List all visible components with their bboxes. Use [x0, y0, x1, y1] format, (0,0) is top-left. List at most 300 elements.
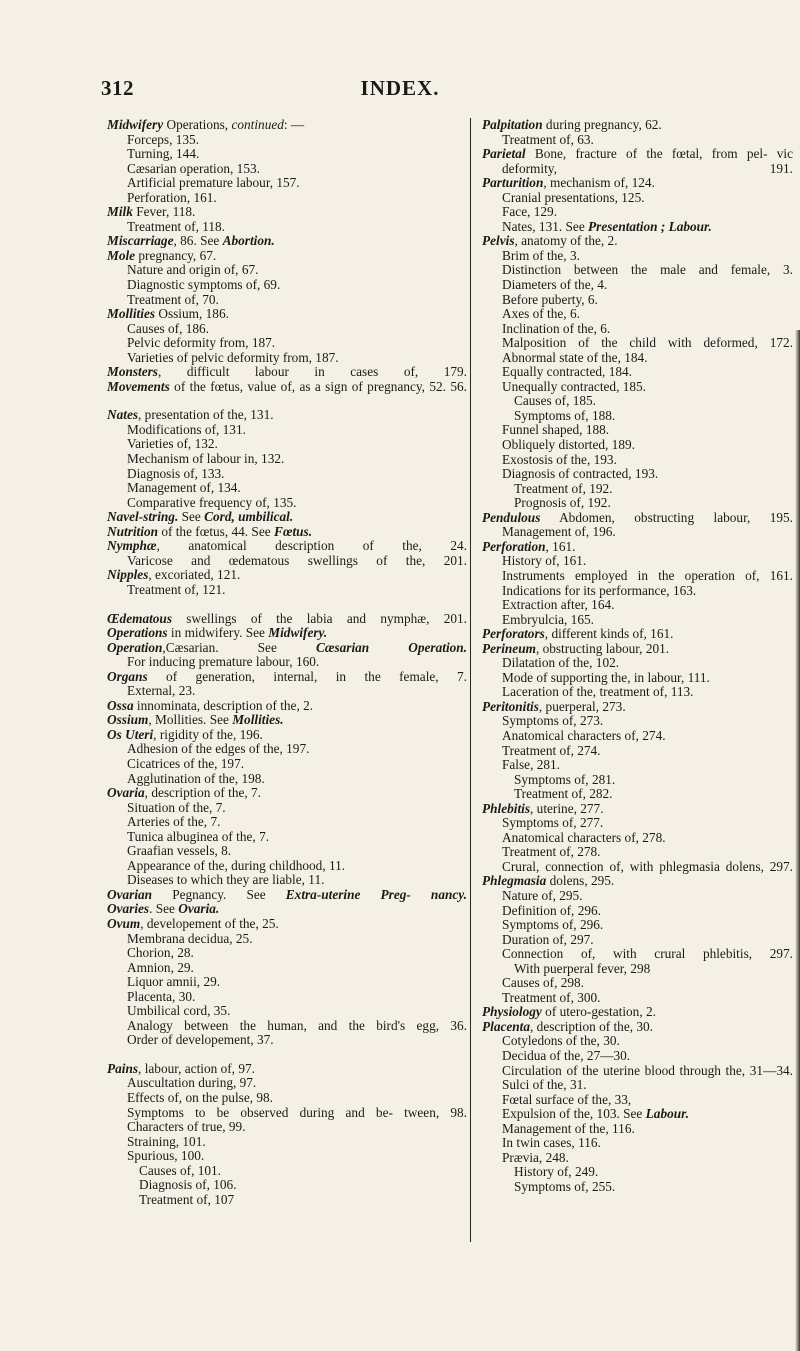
index-text: Management of the, 116. [502, 1120, 635, 1136]
index-text: Funnel shaped, 188. [502, 422, 610, 438]
index-entry [107, 902, 467, 917]
cross-reference: Presentation ; Labour. [588, 218, 712, 234]
index-subentry [107, 1004, 467, 1019]
index-text: of the fœtus, value of, as a sign of pregnancy, 52. 56. [169, 378, 467, 394]
index-subentry [482, 1064, 793, 1079]
index-headword: Parietal [482, 146, 526, 162]
index-text: Fever, 118. [132, 204, 196, 220]
index-text: Effects of, on the pulse, 98. [127, 1090, 273, 1105]
page-edge-shadow [795, 330, 800, 1351]
index-subentry [482, 671, 793, 686]
index-subentry [107, 1193, 467, 1208]
index-subentry [107, 1178, 467, 1193]
index-text: Treatment of, 278. [502, 844, 601, 860]
index-text: Chorion, 28. [127, 945, 194, 961]
index-text: Causes of, 186. [127, 320, 209, 336]
index-text: Bone, fracture of the fœtal, from pel- vic deformity, 191. [502, 146, 793, 176]
index-heading-line [107, 713, 467, 728]
index-headword: Nipples [107, 567, 149, 583]
index-entry [107, 408, 467, 510]
cross-reference: Cæsarian Operation. [315, 639, 468, 655]
index-text: Brim of the, 3. [502, 247, 580, 263]
index-text: Auscultation during, 97. [127, 1075, 257, 1091]
index-subentry [482, 293, 793, 308]
index-text: Placenta, 30. [127, 988, 196, 1004]
index-emphasis: continued [231, 117, 284, 132]
index-headword: Ovaries [107, 901, 150, 917]
index-text: Ossium, 186. [155, 306, 229, 322]
index-subentry [107, 1135, 467, 1150]
index-heading-line [482, 642, 793, 657]
index-text: Management of, 134. [127, 480, 241, 496]
index-text: Laceration of the, treatment of, 113. [502, 684, 694, 700]
index-text: Diagnostic symptoms of, 69. [127, 277, 281, 293]
index-text: innominata, description of the, 2. [133, 697, 314, 713]
index-subentry [107, 757, 467, 772]
index-subentry [107, 437, 467, 452]
index-text: , anatomy of the, 2. [514, 233, 618, 249]
index-subentry [482, 787, 793, 802]
index-headword: Phlegmasia [482, 873, 547, 889]
index-headword: Pains [107, 1060, 139, 1076]
index-subentry [482, 1151, 793, 1166]
index-subentry [107, 830, 467, 845]
index-heading-line [107, 539, 467, 554]
index-subentry [482, 1122, 793, 1137]
cross-reference: Ovaria. [178, 901, 220, 917]
index-headword: Organs [107, 668, 148, 684]
cross-reference: Cord, umbilical. [204, 509, 294, 525]
index-heading-line [107, 917, 467, 932]
index-entry [107, 365, 467, 380]
index-text: Situation of the, 7. [127, 799, 226, 815]
index-text: during pregnancy, 62. [542, 117, 662, 132]
index-subentry [107, 147, 467, 162]
index-headword: Physiology [482, 1004, 542, 1020]
index-text: , anatomical description of the, 24. [156, 538, 467, 554]
index-subentry [107, 1120, 467, 1135]
index-subentry [482, 1107, 793, 1122]
index-text: Treatment of, 70. [127, 291, 219, 307]
index-heading-line [482, 147, 793, 176]
index-heading-line [107, 699, 467, 714]
index-text: External, 23. [127, 683, 196, 699]
index-headword: Monsters [107, 364, 158, 380]
index-heading-line [482, 540, 793, 555]
index-text: . See [149, 901, 179, 917]
index-text: Malposition of the child with deformed, 172. [502, 335, 793, 351]
index-subentry [482, 613, 793, 628]
index-subentry [482, 438, 793, 453]
index-text: Artificial premature labour, 157. [127, 175, 300, 191]
index-text: Diameters of the, 4. [502, 277, 608, 293]
index-entry [107, 307, 467, 365]
page-number: 312 [101, 76, 134, 100]
index-subentry [482, 1034, 793, 1049]
index-text: Symptoms of, 255. [514, 1178, 616, 1194]
index-text: See [178, 509, 205, 525]
index-subentry [107, 1106, 467, 1121]
index-headword: Nates [107, 407, 139, 423]
index-subentry [107, 932, 467, 947]
index-entry [107, 728, 467, 786]
index-subentry [482, 918, 793, 933]
index-subentry [482, 991, 793, 1006]
index-text: Decidua of the, 27—30. [502, 1048, 631, 1063]
index-text: , 86. See [173, 233, 223, 249]
index-entry [107, 234, 467, 249]
index-text: Pelvic deformity from, 187. [127, 335, 276, 351]
index-subentry [482, 394, 793, 409]
index-heading-line [107, 510, 467, 525]
index-text: of utero-gestation, 2. [541, 1004, 656, 1020]
index-subentry [107, 873, 467, 888]
index-headword: Os Uteri [107, 726, 154, 742]
index-headword: Pendulous [482, 509, 541, 525]
index-entry [482, 1005, 793, 1020]
index-text: Treatment of, 274. [502, 742, 601, 758]
index-heading-line [482, 1005, 793, 1020]
index-text: Treatment of, 282. [514, 786, 613, 802]
index-text: , different kinds of, 161. [544, 626, 674, 642]
index-entry [482, 118, 793, 147]
index-entry [482, 874, 793, 1005]
index-text: Causes of, 185. [514, 393, 596, 409]
index-text: Unequally contracted, 185. [502, 378, 646, 394]
index-text: Symptoms of, 188. [514, 407, 616, 423]
index-entry [482, 511, 793, 540]
index-subentry [482, 205, 793, 220]
index-text: Inclination of the, 6. [502, 320, 611, 336]
index-entry [107, 118, 467, 205]
index-entry [107, 917, 467, 1048]
index-subentry [107, 1033, 467, 1048]
index-subentry [482, 758, 793, 773]
index-subentry [482, 816, 793, 831]
index-subentry [482, 729, 793, 744]
index-text: ,Cæsarian. See [162, 639, 316, 655]
index-text: Distinction between the male and female, 3. [502, 262, 793, 278]
index-text: Perforation, 161. [127, 189, 217, 205]
index-subentry [107, 1164, 467, 1179]
index-text: Nature of, 295. [502, 887, 583, 903]
index-subentry [482, 714, 793, 729]
index-heading-line [482, 176, 793, 191]
index-text: Diagnosis of contracted, 193. [502, 466, 659, 482]
index-heading-line [482, 627, 793, 642]
index-text: Straining, 101. [127, 1133, 206, 1149]
index-text: Comparative frequency of, 135. [127, 494, 297, 510]
index-text: Indications for its performance, 163. [502, 582, 697, 598]
index-subentry [107, 220, 467, 235]
index-subentry [482, 249, 793, 264]
index-text: Abdomen, obstructing labour, 195. [540, 509, 793, 525]
index-heading-line [482, 700, 793, 715]
index-headword: Mollities [107, 306, 156, 322]
index-text: History of, 161. [502, 553, 587, 569]
index-text: Varicose and œdematous swellings of the, 201. [127, 552, 467, 568]
index-heading-line [107, 888, 467, 903]
index-text: Symptoms of, 273. [502, 713, 604, 729]
cross-reference: Labour. [645, 1106, 689, 1122]
index-entry [107, 888, 467, 903]
index-text: Umbilical cord, 35. [127, 1003, 231, 1019]
index-subentry [107, 946, 467, 961]
index-headword: Ovum [107, 915, 141, 931]
index-entry [482, 1020, 793, 1195]
index-text: Adhesion of the edges of the, 197. [127, 741, 310, 757]
index-text: Nates, 131. See [502, 218, 589, 234]
index-text: Symptoms of, 296. [502, 917, 604, 933]
index-text: Cotyledons of the, 30. [502, 1033, 620, 1049]
index-subentry [482, 656, 793, 671]
index-text: Instruments employed in the operation of, 161. [502, 567, 793, 583]
index-heading-line [107, 365, 467, 380]
index-subentry [107, 742, 467, 757]
index-text: pregnancy, 67. [135, 247, 217, 263]
index-headword: Movements [107, 378, 170, 394]
index-headword: Milk [107, 204, 133, 220]
index-text: Obliquely distorted, 189. [502, 437, 635, 453]
index-text: For inducing premature labour, 160. [127, 654, 320, 670]
index-heading-line [107, 525, 467, 540]
index-entry [107, 1062, 467, 1207]
index-entry [107, 525, 467, 540]
index-subentry [482, 453, 793, 468]
index-headword: Ovarian [107, 886, 153, 902]
index-text: Sulci of the, 31. [502, 1077, 587, 1093]
index-subentry [107, 990, 467, 1005]
index-headword: Pelvis [482, 233, 515, 249]
index-subentry [107, 162, 467, 177]
index-heading-line [482, 234, 793, 249]
index-text: , obstructing labour, 201. [535, 640, 670, 656]
index-headword: Phlebitis [482, 800, 531, 816]
index-headword: Nutrition [107, 523, 158, 539]
cross-reference: Abortion. [222, 233, 275, 249]
index-headword: Operation [107, 639, 163, 655]
index-entry [107, 539, 467, 568]
index-subentry [107, 975, 467, 990]
index-headword: Ossium [107, 712, 149, 728]
index-heading-line [107, 307, 467, 322]
index-text: Treatment of, 121. [127, 581, 226, 597]
index-subentry [482, 191, 793, 206]
index-heading-line [107, 249, 467, 264]
index-subentry [482, 831, 793, 846]
index-subentry [107, 815, 467, 830]
right-index-column [482, 118, 793, 1194]
index-subentry [107, 452, 467, 467]
index-heading-line [107, 118, 467, 133]
index-subentry [482, 962, 793, 977]
index-text: Diseases to which they are liable, 11. [127, 872, 325, 888]
index-headword: Mole [107, 247, 136, 263]
index-text: Treatment of, 107 [139, 1191, 235, 1207]
index-text: Varieties of pelvic deformity from, 187. [127, 349, 339, 365]
index-subentry [107, 351, 467, 366]
index-text: Anatomical characters of, 274. [502, 727, 666, 743]
index-subentry [482, 1078, 793, 1093]
index-subentry [107, 801, 467, 816]
index-subentry [482, 220, 793, 235]
index-heading-line [107, 612, 467, 627]
index-subentry [482, 933, 793, 948]
index-entry [482, 642, 793, 700]
index-text: Anatomical characters of, 278. [502, 829, 666, 845]
index-text: , mechanism of, 124. [543, 175, 655, 191]
index-text: , description of the, 30. [530, 1018, 653, 1034]
index-subentry [482, 467, 793, 482]
index-text: Definition of, 296. [502, 902, 601, 918]
index-text: Spurious, 100. [127, 1148, 205, 1164]
index-subentry [107, 496, 467, 511]
page-header [0, 76, 800, 110]
index-text: Pegnancy. See [152, 886, 286, 902]
index-text: Face, 129. [502, 204, 558, 220]
index-subentry [107, 655, 467, 670]
index-text: Treatment of, 300. [502, 989, 601, 1005]
index-text: of generation, internal, in the female, 7. [147, 668, 467, 684]
index-text: , developement of the, 25. [140, 915, 279, 931]
index-text: Cæsarian operation, 153. [127, 160, 260, 176]
index-subentry [482, 133, 793, 148]
index-text: In twin cases, 116. [502, 1135, 601, 1151]
index-entry [107, 713, 467, 728]
index-text: Mode of supporting the, in labour, 111. [502, 669, 710, 685]
index-entry [482, 147, 793, 176]
index-text: , rigidity of the, 196. [153, 726, 263, 742]
index-subentry [482, 845, 793, 860]
index-text: Appearance of the, during childhood, 11. [127, 857, 346, 873]
index-subentry [482, 904, 793, 919]
index-heading-line [482, 802, 793, 817]
index-text: Turning, 144. [127, 146, 200, 162]
index-text: Management of, 196. [502, 524, 616, 540]
index-text: dolens, 295. [546, 873, 615, 889]
index-subentry [107, 263, 467, 278]
index-heading-line [107, 1062, 467, 1077]
index-entry [107, 249, 467, 307]
index-text: Analogy between the human, and the bird's egg, 36. [127, 1017, 467, 1033]
index-heading-line [107, 728, 467, 743]
index-text: in midwifery. See [167, 625, 269, 641]
index-subentry [107, 191, 467, 206]
index-text: Membrana decidua, 25. [127, 930, 253, 946]
index-text: Equally contracted, 184. [502, 364, 632, 380]
index-subentry [482, 351, 793, 366]
index-text: Cicatrices of the, 197. [127, 755, 245, 771]
index-text: Diagnosis of, 106. [139, 1177, 237, 1193]
index-subentry [482, 685, 793, 700]
index-subentry [107, 423, 467, 438]
index-subentry [107, 1019, 467, 1034]
index-text: , puerperal, 273. [538, 698, 626, 714]
index-text: Expulsion of the, 103. See [502, 1106, 646, 1122]
index-subentry [482, 482, 793, 497]
index-subentry [482, 744, 793, 759]
index-subentry [107, 1091, 467, 1106]
index-headword: Peritonitis [482, 698, 539, 714]
index-subentry [482, 773, 793, 788]
index-heading-line [107, 408, 467, 423]
index-subentry [482, 1136, 793, 1151]
index-text: Dilatation of the, 102. [502, 655, 620, 671]
index-text: Axes of the, 6. [502, 306, 580, 322]
index-entry [482, 802, 793, 875]
index-text: Modifications of, 131. [127, 421, 246, 437]
index-text: With puerperal fever, 298 [514, 960, 651, 976]
index-heading-line [482, 511, 793, 526]
index-subentry [482, 365, 793, 380]
index-text: , Mollities. See [148, 712, 233, 728]
index-subentry [482, 263, 793, 278]
index-subentry [107, 336, 467, 351]
index-text: Characters of true, 99. [127, 1119, 246, 1135]
index-text: Symptoms to be observed during and be- tween, 98. [127, 1104, 467, 1120]
index-text: Treatment of, 63. [502, 131, 594, 147]
index-heading-line [482, 118, 793, 133]
index-subentry [482, 496, 793, 511]
index-text: Causes of, 101. [139, 1162, 221, 1178]
index-text: Nature and origin of, 67. [127, 262, 259, 278]
index-subentry [107, 481, 467, 496]
index-text: Operations, [163, 117, 232, 132]
index-subentry [107, 772, 467, 787]
index-subentry [482, 322, 793, 337]
index-headword: Ossa [107, 697, 134, 713]
index-text: , difficult labour in cases of, 179. [158, 364, 467, 380]
index-text: Exostosis of the, 193. [502, 451, 617, 467]
left-index-column [107, 118, 467, 1207]
index-text: Liquor amnii, 29. [127, 974, 221, 990]
index-subentry [107, 278, 467, 293]
index-subentry [482, 525, 793, 540]
cross-reference: Midwifery. [268, 625, 328, 641]
index-text: Order of developement, 37. [127, 1032, 274, 1048]
index-entry [107, 568, 467, 597]
index-heading-line [107, 380, 467, 395]
index-text: Diagnosis of, 133. [127, 465, 225, 481]
index-text: Symptoms of, 277. [502, 815, 604, 831]
index-subentry [482, 307, 793, 322]
index-text: Arteries of the, 7. [127, 814, 221, 830]
index-entry [482, 176, 793, 234]
index-text: Connection of, with crural phlebitis, 297. [502, 946, 793, 962]
index-entry [107, 699, 467, 714]
index-heading-line [107, 786, 467, 801]
index-text: , labour, action of, 97. [138, 1060, 255, 1076]
index-subentry [482, 1165, 793, 1180]
cross-reference: Mollities. [232, 712, 284, 728]
index-text: Treatment of, 192. [514, 480, 613, 496]
index-entry [107, 380, 467, 395]
index-text: of the fœtus, 44. See [158, 523, 274, 539]
index-headword: Operations [107, 625, 168, 641]
cross-reference: Fœtus. [273, 523, 313, 539]
running-head: INDEX. [360, 76, 440, 100]
index-text: Cranial presentations, 125. [502, 189, 645, 205]
index-entry [107, 612, 467, 627]
index-subentry [482, 569, 793, 584]
index-subentry [482, 1049, 793, 1064]
index-text: , excoriated, 121. [148, 567, 241, 583]
index-entry [482, 540, 793, 627]
index-text: Duration of, 297. [502, 931, 594, 947]
column-divider [470, 118, 471, 1242]
index-subentry [107, 554, 467, 569]
index-subentry [107, 1076, 467, 1091]
